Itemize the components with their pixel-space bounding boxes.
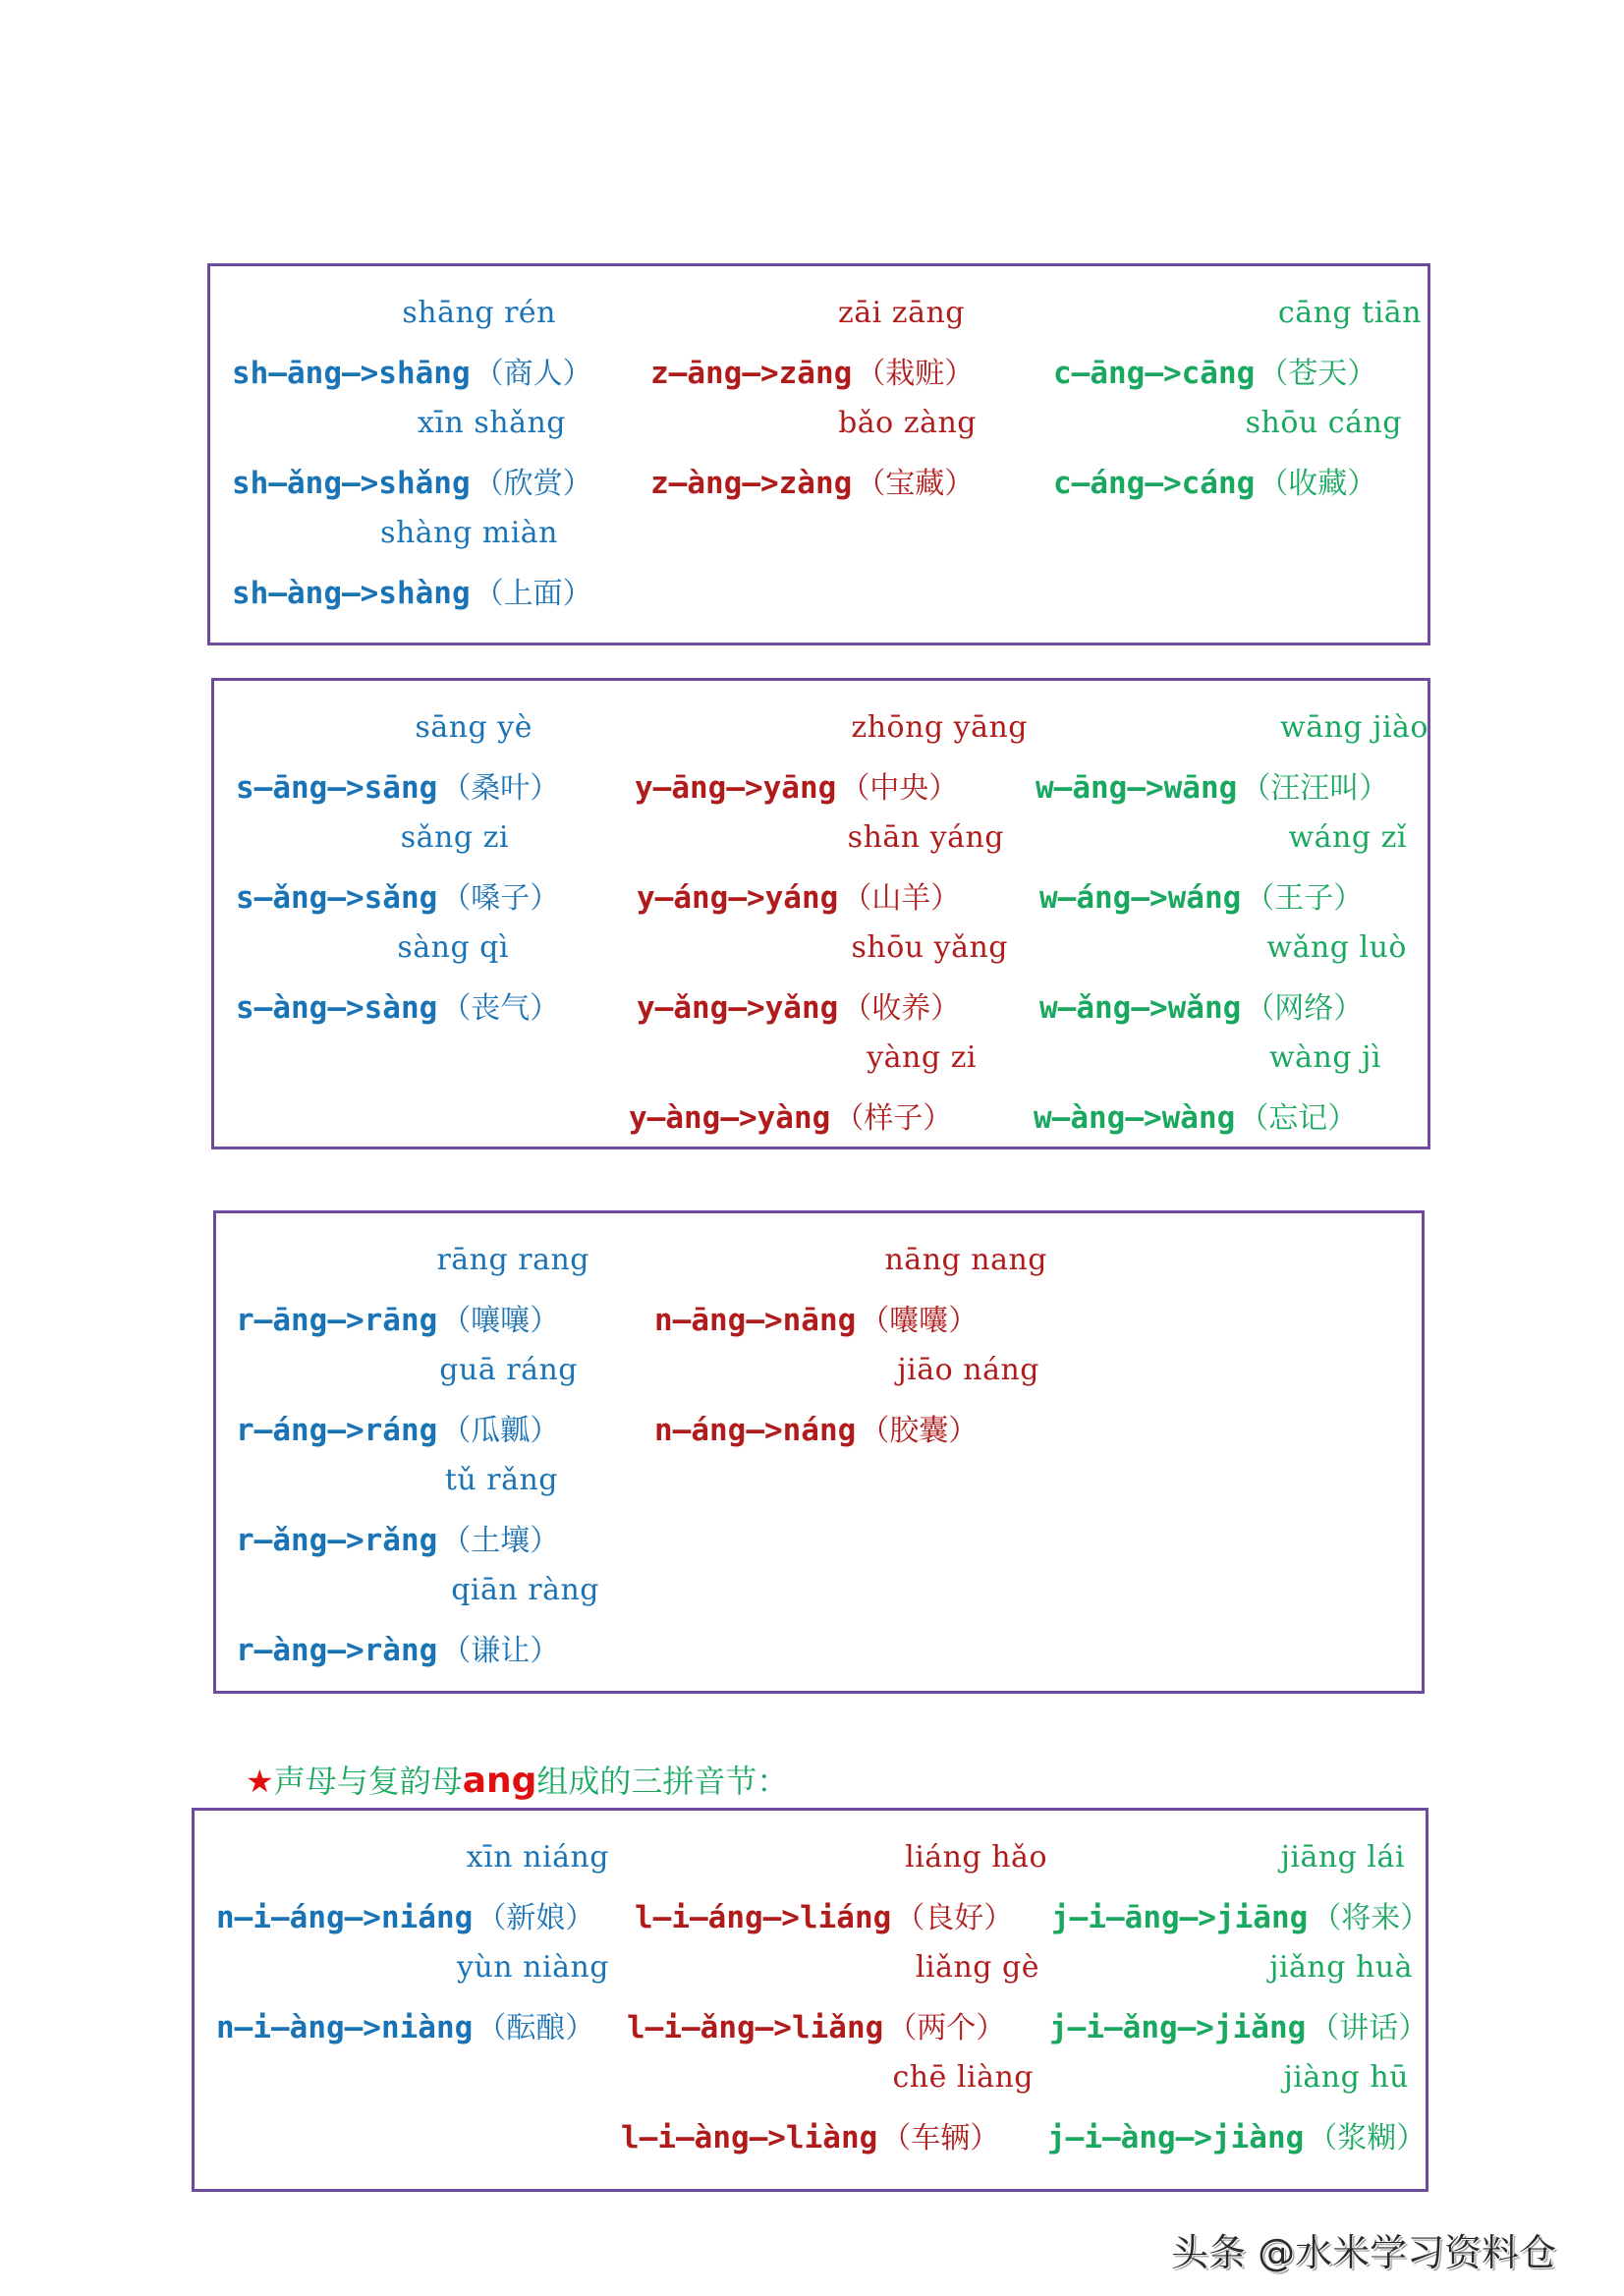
- pinyin-label: guā ráng: [439, 1353, 578, 1387]
- spelling-formula: j—i—āng—>jiāng （将来）: [1051, 1900, 1430, 1935]
- pinyin-label: shōu yǎng: [851, 930, 1008, 965]
- spelling-formula: z—āng—>zāng （栽赃）: [650, 356, 975, 391]
- pinyin-label: rāng rang: [436, 1243, 589, 1277]
- spelling-formula: l—i—áng—>liáng （良好）: [635, 1900, 1014, 1935]
- spelling-formula: s—āng—>sāng （桑叶）: [236, 770, 560, 806]
- spelling-formula: w—àng—>wàng （忘记）: [1034, 1100, 1358, 1136]
- pinyin-label: wàng jì: [1268, 1040, 1381, 1075]
- spelling-formula: n—áng—>náng （胶囊）: [654, 1413, 979, 1448]
- star-icon: ★: [246, 1763, 274, 1800]
- spelling-formula: l—i—ǎng—>liǎng （两个）: [627, 2010, 1006, 2045]
- spelling-formula: n—i—àng—>niàng （酝酿）: [216, 2010, 595, 2045]
- pinyin-label: liǎng gè: [915, 1950, 1039, 1985]
- pinyin-label: wāng jiào: [1280, 710, 1428, 745]
- pinyin-label: jiàng hū: [1283, 2060, 1409, 2095]
- pinyin-label: jiāo náng: [897, 1353, 1039, 1387]
- spelling-formula: r—ǎng—>rǎng （土壤）: [236, 1523, 560, 1558]
- pinyin-label: qiān ràng: [451, 1573, 599, 1607]
- pinyin-label: shōu cáng: [1245, 406, 1402, 440]
- pinyin-label: shān yáng: [847, 820, 1004, 855]
- pinyin-label: xīn niáng: [466, 1840, 609, 1875]
- pinyin-label: sǎng zi: [400, 820, 509, 855]
- spelling-formula: c—áng—>cáng （收藏）: [1053, 466, 1377, 501]
- section-box-s-y-w: [211, 678, 1430, 1149]
- spelling-formula: r—àng—>ràng （谦让）: [236, 1633, 560, 1668]
- spelling-formula: sh—āng—>shāng （商人）: [232, 356, 592, 391]
- spelling-formula: y—ǎng—>yǎng （收养）: [637, 990, 961, 1026]
- spelling-formula: j—i—àng—>jiàng （浆糊）: [1047, 2120, 1427, 2156]
- spelling-formula: s—àng—>sàng （丧气）: [236, 990, 560, 1026]
- spelling-formula: z—àng—>zàng （宝藏）: [650, 466, 975, 501]
- spelling-formula: n—āng—>nāng （囔囔）: [654, 1303, 979, 1338]
- spelling-formula: y—áng—>yáng （山羊）: [637, 880, 961, 916]
- spelling-formula: w—āng—>wāng （汪汪叫）: [1036, 770, 1389, 806]
- pinyin-label: jiāng lái: [1280, 1840, 1405, 1875]
- spelling-formula: r—āng—>rāng （嚷嚷）: [236, 1303, 560, 1338]
- section-box-r-n: [213, 1210, 1425, 1694]
- pinyin-label: shàng miàn: [380, 516, 558, 550]
- section-heading: [246, 1757, 788, 1802]
- pinyin-label: shāng rén: [402, 296, 556, 330]
- pinyin-label: liáng hǎo: [905, 1840, 1047, 1875]
- section-box-zh-z-c: [207, 263, 1430, 645]
- pinyin-label: yùn niàng: [457, 1950, 609, 1985]
- spelling-formula: y—āng—>yāng （中央）: [635, 770, 959, 806]
- spelling-formula: sh—ǎng—>shǎng （欣赏）: [232, 466, 592, 501]
- pinyin-label: cāng tiān: [1277, 296, 1422, 330]
- spelling-formula: l—i—àng—>liàng （车辆）: [621, 2120, 1000, 2156]
- spelling-formula: j—i—ǎng—>jiǎng （讲话）: [1049, 2010, 1428, 2045]
- pinyin-label: wǎng luò: [1266, 930, 1407, 965]
- spelling-formula: sh—àng—>shàng （上面）: [232, 576, 592, 611]
- spelling-formula: n—i—áng—>niáng （新娘）: [216, 1900, 595, 1935]
- section-box-triple-syllables: [192, 1808, 1428, 2192]
- pinyin-label: zāi zāng: [837, 296, 965, 330]
- pinyin-label: sàng qì: [397, 930, 509, 965]
- spelling-formula: c—āng—>cāng （苍天）: [1053, 356, 1377, 391]
- pinyin-label: wáng zǐ: [1288, 820, 1407, 855]
- pinyin-label: sāng yè: [415, 710, 532, 745]
- heading-text-before: 声母与复韵母: [273, 1763, 463, 1800]
- pinyin-label: jiǎng huà: [1269, 1950, 1413, 1985]
- heading-accent: ang: [462, 1761, 537, 1801]
- pinyin-label: yàng zi: [867, 1040, 977, 1075]
- spelling-formula: w—ǎng—>wǎng （网络）: [1039, 990, 1364, 1026]
- heading-text-after: 组成的三拼音节：: [536, 1763, 789, 1800]
- watermark: 头条 @水米学习资料仓: [1171, 2231, 1557, 2274]
- spelling-formula: r—áng—>ráng （瓜瓤）: [236, 1413, 560, 1448]
- spelling-formula: y—àng—>yàng （样子）: [629, 1100, 953, 1136]
- spelling-formula: s—ǎng—>sǎng （嗓子）: [236, 880, 560, 916]
- pinyin-label: bǎo zàng: [838, 406, 977, 440]
- pinyin-label: zhōng yāng: [851, 710, 1028, 745]
- pinyin-label: xīn shǎng: [418, 406, 566, 440]
- pinyin-label: tǔ rǎng: [444, 1463, 558, 1497]
- pinyin-label: chē liàng: [892, 2060, 1034, 2095]
- spelling-formula: w—áng—>wáng （王子）: [1039, 880, 1364, 916]
- pinyin-label: nāng nang: [884, 1243, 1047, 1277]
